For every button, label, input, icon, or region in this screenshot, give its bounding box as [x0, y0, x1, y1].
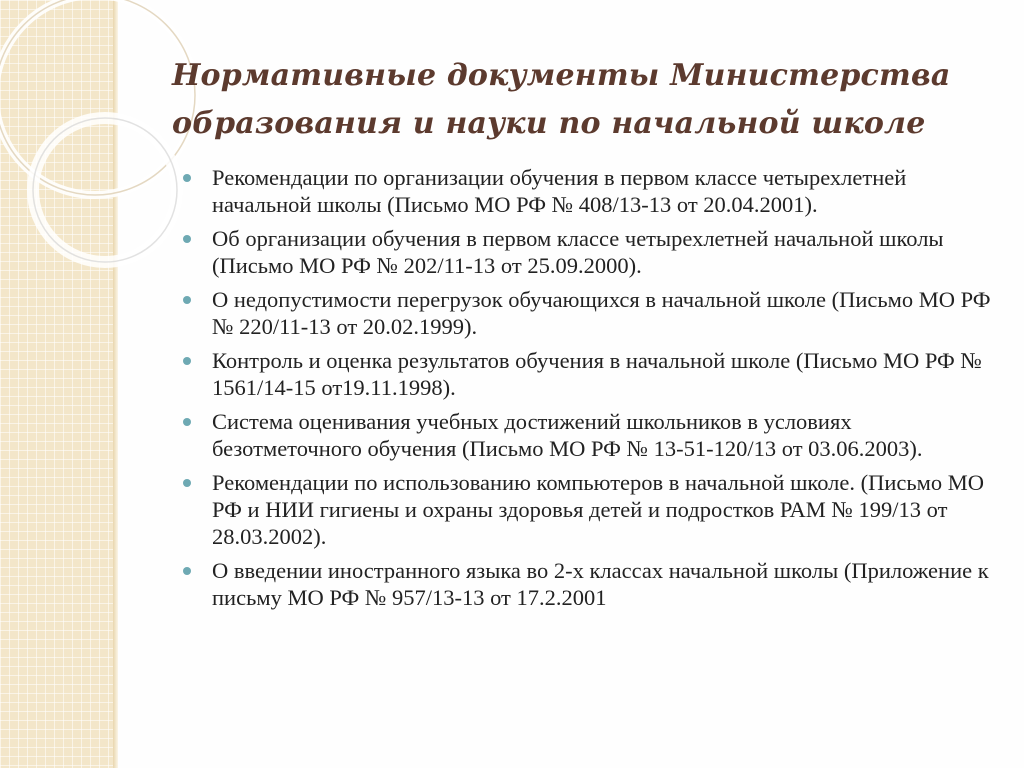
list-item-text: Об организации обучения в первом классе четырехлетней начальной школы (Письмо МО РФ № 202/11-13 от 25.09.2000). — [212, 226, 944, 278]
bullet-icon — [183, 357, 191, 365]
list-item — [183, 347, 1003, 401]
list-item-text: Контроль и оценка результатов обучения в начальной школе (Письмо МО РФ № 1561/14-15 от19.11.1998). — [212, 348, 982, 400]
list-item — [183, 557, 1003, 611]
list-item-text: О недопустимости перегрузок обучающихся в начальной школе (Письмо МО РФ № 220/11-13 от 20.02.1999). — [212, 287, 991, 339]
list-item-text: Рекомендации по организации обучения в первом классе четырехлетней начальной школы (Письмо МО РФ № 408/13-13 от 20.04.2001). — [212, 165, 907, 217]
list-item — [183, 408, 1003, 462]
list-item — [183, 469, 1003, 550]
list-item-text: О введении иностранного языка во 2-х классах начальной школы (Приложение к письму МО РФ № 957/13-13 от 17.2.2001 — [212, 558, 989, 610]
document-list — [183, 164, 1003, 618]
list-item-text: Рекомендации по использованию компьютеров в начальной школе. (Письмо МО РФ и НИИ гигиены и охраны здоровья детей и подростков РАМ № 199/13 от 28.03.2002). — [212, 470, 985, 549]
decorative-rings-icon — [0, 0, 200, 300]
list-item-text: Система оценивания учебных достижений школьников в условиях безотметочного обучения (Письмо МО РФ № 13-51-120/13 от 03.06.2003). — [212, 409, 923, 461]
list-item — [183, 225, 1003, 279]
list-item — [183, 164, 1003, 218]
bullet-icon — [183, 479, 191, 487]
bullet-icon — [183, 418, 191, 426]
bullet-icon — [183, 235, 191, 243]
bullet-icon — [183, 174, 191, 182]
list-item — [183, 286, 1003, 340]
bullet-icon — [183, 296, 191, 304]
slide-title: Нормативные документы Министерства образования и науки по начальной школе — [172, 58, 951, 141]
bullet-icon — [183, 567, 191, 575]
